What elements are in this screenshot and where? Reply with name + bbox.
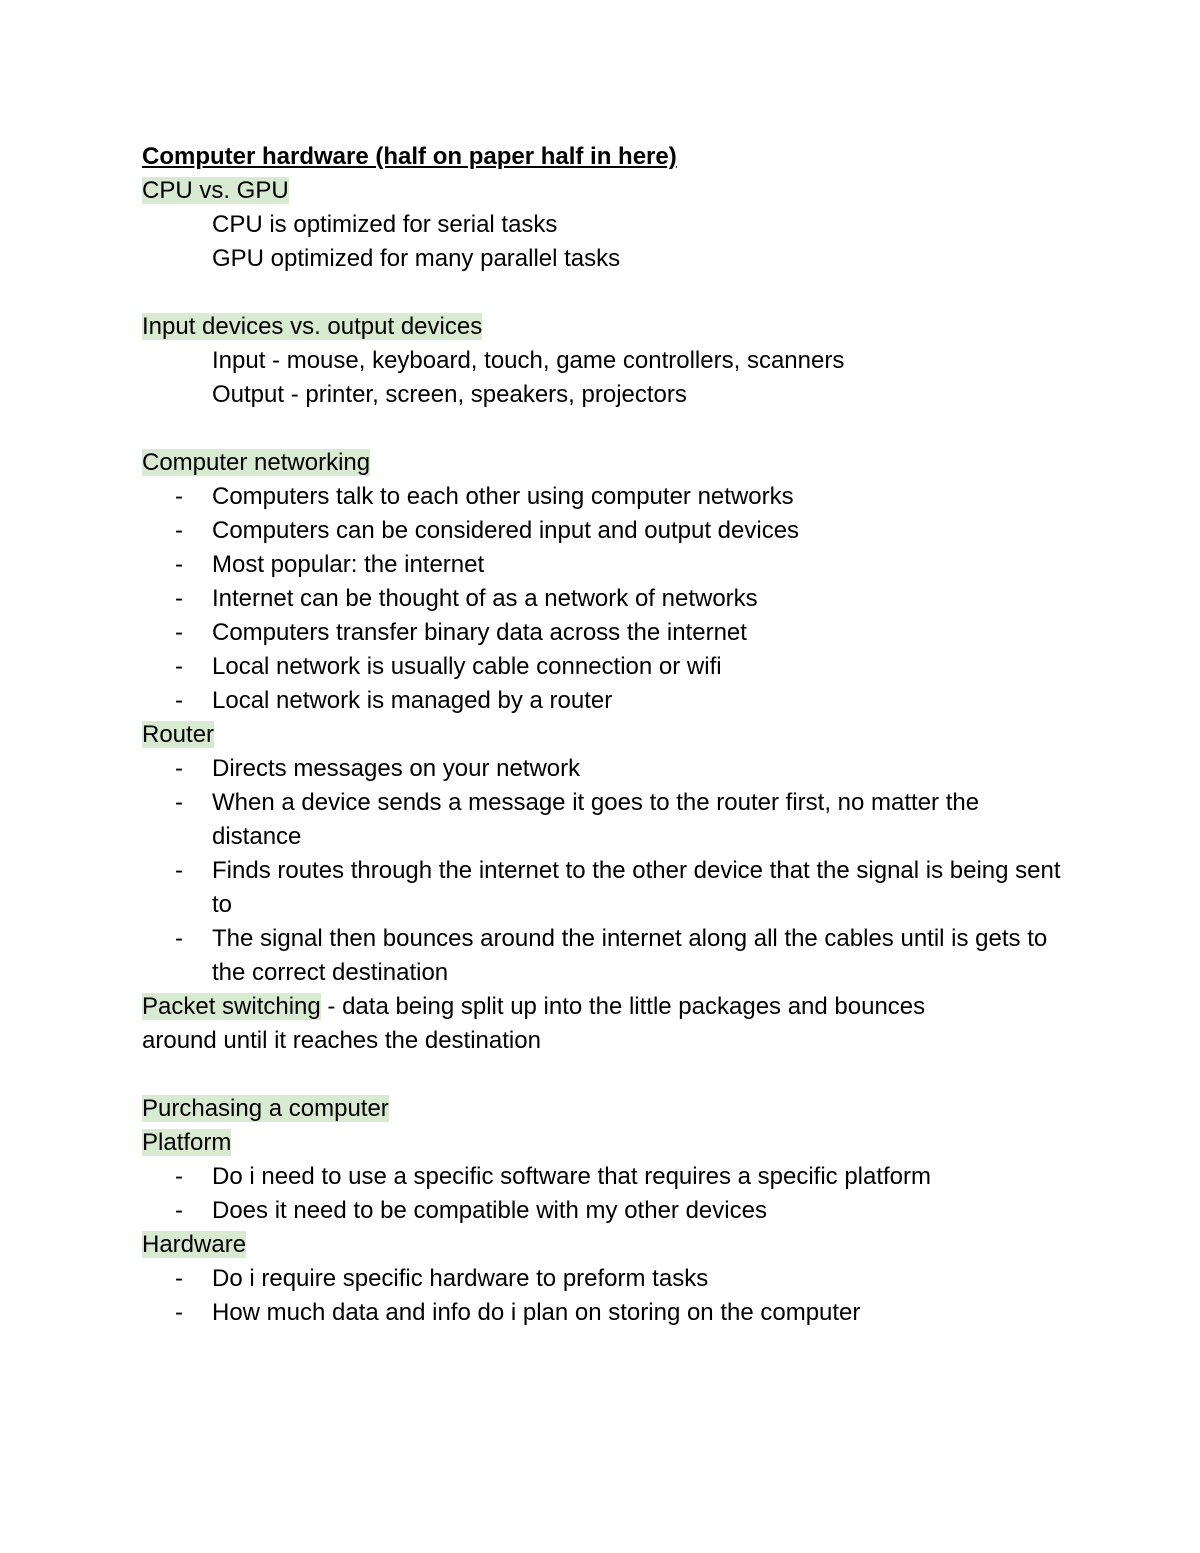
list-item <box>142 582 1072 616</box>
document-page <box>142 140 1072 1330</box>
dash-bullet: - <box>175 1265 183 1292</box>
list-item <box>142 752 1072 786</box>
io-section <box>142 310 1072 344</box>
list-item-text: Do i require specific hardware to preform tasks <box>212 1265 709 1292</box>
dash-bullet: - <box>175 483 183 510</box>
router-list <box>142 752 1072 990</box>
dash-bullet: - <box>175 1163 183 1190</box>
networking-list <box>142 480 1072 718</box>
dash-bullet: - <box>175 925 183 952</box>
list-item-text: How much data and info do i plan on storing on the computer <box>212 1299 861 1326</box>
platform-heading: Platform <box>142 1129 232 1156</box>
spacer <box>142 1058 1072 1092</box>
platform-section <box>142 1126 1072 1160</box>
router-heading: Router <box>142 721 215 748</box>
packet-switching-definition: - data being split up into the little packages and bounces around until it reaches the destination <box>142 993 926 1054</box>
dash-bullet: - <box>175 755 183 782</box>
output-line: Output - printer, screen, speakers, projectors <box>212 381 687 408</box>
list-item <box>142 514 1072 548</box>
dash-bullet: - <box>175 585 183 612</box>
list-item-text: The signal then bounces around the internet along all the cables until is gets to the correct destination <box>212 925 1048 986</box>
list-item-text: Most popular: the internet <box>212 551 485 578</box>
dash-bullet: - <box>175 1197 183 1224</box>
list-item-text: Local network is usually cable connection or wifi <box>212 653 722 680</box>
router-section <box>142 718 1072 752</box>
purchasing-section <box>142 1092 1072 1126</box>
list-item-text: Do i need to use a specific software that requires a specific platform <box>212 1163 932 1190</box>
list-item <box>142 548 1072 582</box>
networking-heading: Computer networking <box>142 449 371 476</box>
cpu-line: CPU is optimized for serial tasks <box>212 211 558 238</box>
list-item <box>142 480 1072 514</box>
dash-bullet: - <box>175 1299 183 1326</box>
input-line: Input - mouse, keyboard, touch, game controllers, scanners <box>212 347 845 374</box>
dash-bullet: - <box>175 619 183 646</box>
hardware-list <box>142 1262 1072 1330</box>
dash-bullet: - <box>175 857 183 884</box>
spacer <box>142 276 1072 310</box>
list-item <box>142 1160 1072 1194</box>
list-item-text: Internet can be thought of as a network of networks <box>212 585 758 612</box>
list-item <box>142 922 1072 990</box>
cpu-gpu-heading: CPU vs. GPU <box>142 177 289 204</box>
dash-bullet: - <box>175 789 183 816</box>
list-item-text: Finds routes through the internet to the other device that the signal is being sent to <box>212 857 1061 918</box>
list-item-text: Computers talk to each other using computer networks <box>212 483 794 510</box>
networking-section <box>142 446 1072 480</box>
spacer <box>142 412 1072 446</box>
list-item-text: When a device sends a message it goes to the router first, no matter the distance <box>212 789 980 850</box>
list-item-text: Computers transfer binary data across the internet <box>212 619 747 646</box>
io-heading: Input devices vs. output devices <box>142 313 483 340</box>
list-item <box>142 684 1072 718</box>
dash-bullet: - <box>175 551 183 578</box>
list-item <box>142 650 1072 684</box>
list-item <box>142 616 1072 650</box>
packet-switching-term: Packet switching <box>142 993 321 1020</box>
gpu-line: GPU optimized for many parallel tasks <box>212 245 621 272</box>
document-title: Computer hardware (half on paper half in here) <box>142 143 677 170</box>
platform-list <box>142 1160 1072 1228</box>
list-item <box>142 1262 1072 1296</box>
list-item <box>142 1194 1072 1228</box>
dash-bullet: - <box>175 653 183 680</box>
dash-bullet: - <box>175 517 183 544</box>
hardware-section <box>142 1228 1072 1262</box>
list-item-text: Directs messages on your network <box>212 755 581 782</box>
hardware-heading: Hardware <box>142 1231 247 1258</box>
packet-switching-paragraph <box>142 990 1002 1058</box>
list-item-text: Local network is managed by a router <box>212 687 613 714</box>
list-item <box>142 1296 1072 1330</box>
list-item-text: Computers can be considered input and output devices <box>212 517 800 544</box>
cpu-gpu-section <box>142 174 1072 208</box>
list-item-text: Does it need to be compatible with my other devices <box>212 1197 767 1224</box>
purchasing-heading: Purchasing a computer <box>142 1095 389 1122</box>
list-item <box>142 854 1072 922</box>
dash-bullet: - <box>175 687 183 714</box>
list-item <box>142 786 1072 854</box>
